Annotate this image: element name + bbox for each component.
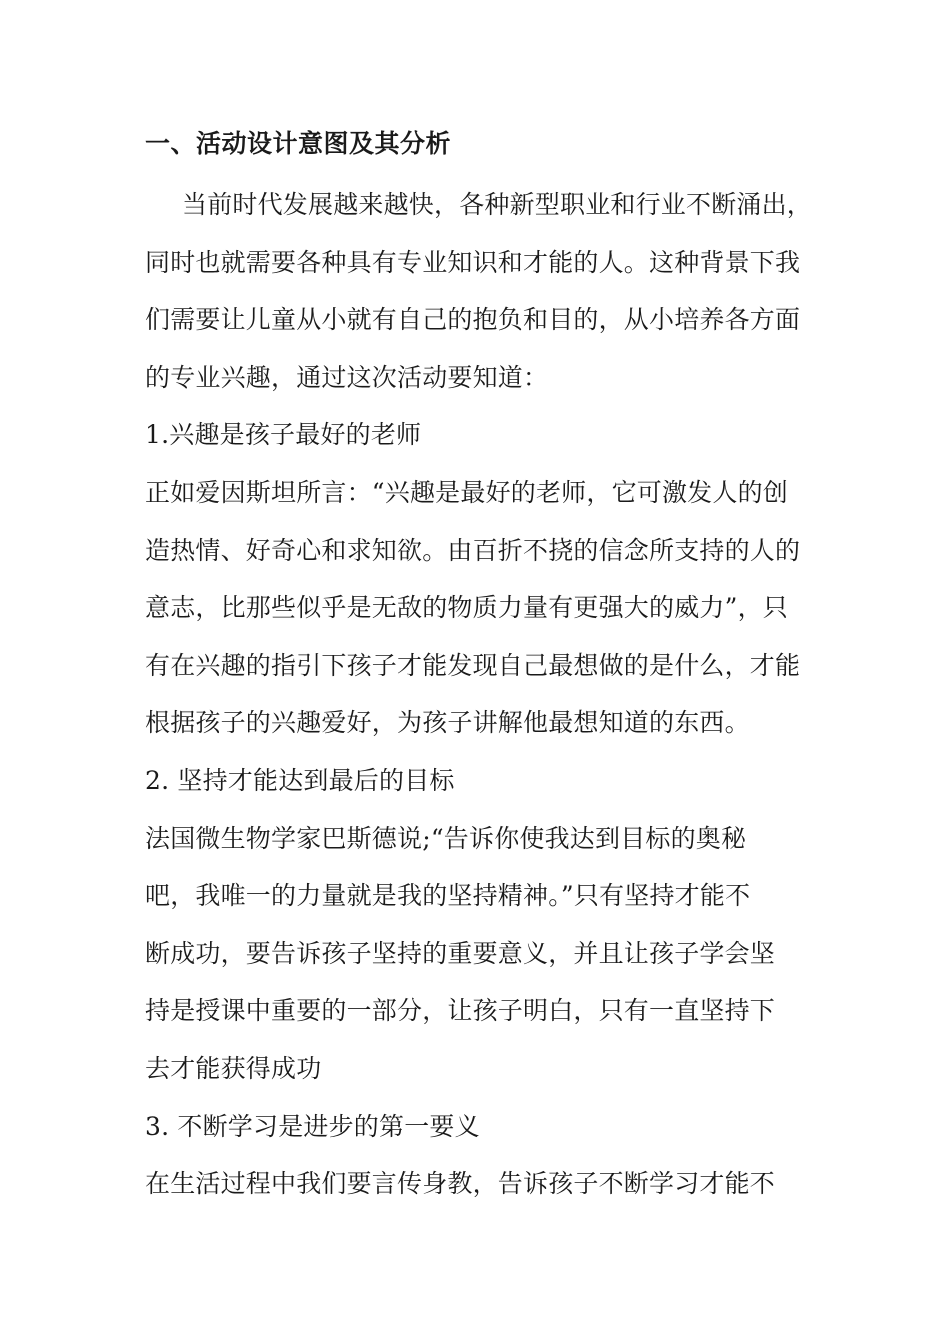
list-item-heading: 2. 坚持才能达到最后的目标 xyxy=(145,765,455,795)
paragraph-line: 法国微生物学家巴斯德说;“告诉你使我达到目标的奥秘 xyxy=(145,823,747,853)
paragraph-line: 根据孩子的兴趣爱好，为孩子讲解他最想知道的东西。 xyxy=(145,708,750,738)
paragraph-line: 正如爱因斯坦所言：“兴趣是最好的老师，它可激发人的创 xyxy=(145,477,788,507)
list-item-heading: 3. 不断学习是进步的第一要义 xyxy=(145,1111,480,1141)
paragraph-line: 意志，比那些似乎是无敌的物质力量有更强大的威力”，只 xyxy=(145,593,788,623)
paragraph-line: 的专业兴趣，通过这次活动要知道： xyxy=(145,362,549,392)
paragraph-line: 在生活过程中我们要言传身教，告诉孩子不断学习才能不 xyxy=(145,1169,776,1199)
paragraph-line: 们需要让儿童从小就有自己的抱负和目的，从小培养各方面 xyxy=(145,305,801,335)
paragraph-line: 断成功，要告诉孩子坚持的重要意义，并且让孩子学会坚 xyxy=(145,938,776,968)
section-heading: 一、活动设计意图及其分析 xyxy=(145,129,452,158)
document-body xyxy=(145,112,813,1213)
paragraph-line: 同时也就需要各种具有专业知识和才能的人。这种背景下我 xyxy=(145,247,801,277)
paragraph-line: 吧，我唯一的力量就是我的坚持精神。”只有坚持才能不 xyxy=(145,881,751,911)
paragraph-line: 持是授课中重要的一部分，让孩子明白，只有一直坚持下 xyxy=(145,996,776,1026)
paragraph-line: 造热情、好奇心和求知欲。由百折不挠的信念所支持的人的 xyxy=(145,535,801,565)
paragraph-line: 当前时代发展越来越快，各种新型职业和行业不断涌出， xyxy=(182,190,813,219)
paragraph-line: 去才能获得成功 xyxy=(145,1053,322,1083)
paragraph-line: 有在兴趣的指引下孩子才能发现自己最想做的是什么，才能 xyxy=(145,650,801,680)
list-item-heading: 1.兴趣是孩子最好的老师 xyxy=(145,420,422,450)
